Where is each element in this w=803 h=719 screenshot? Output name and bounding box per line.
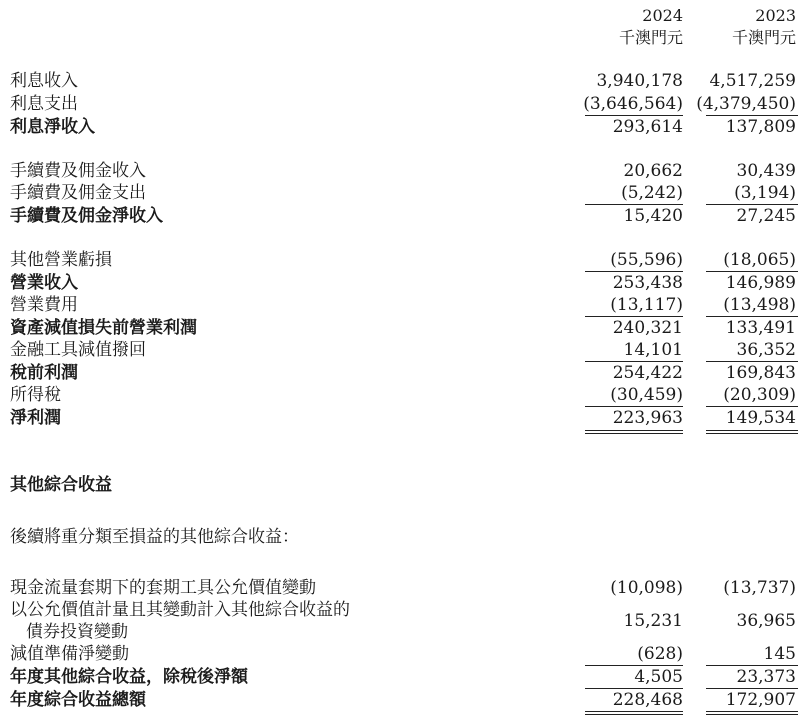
row-label: 手續費及佣金支出	[10, 183, 146, 203]
total-double-rule	[585, 711, 683, 715]
row-label: 所得稅	[10, 385, 61, 405]
row-value-2024: 253,438	[612, 273, 683, 293]
total-double-rule	[585, 430, 683, 434]
row-value-2023: (3,194)	[734, 183, 796, 203]
row-value-2023: 133,491	[725, 318, 796, 338]
row-label: 年度綜合收益總額	[10, 690, 146, 710]
row-label: 其他營業虧損	[10, 250, 112, 270]
row-value-2024: (30,459)	[610, 385, 683, 405]
row-label: 淨利潤	[10, 408, 61, 428]
row-value-2023: 145	[763, 644, 796, 664]
row-label: 稅前利潤	[10, 363, 78, 383]
row-value-2024: 254,422	[612, 363, 683, 383]
row-value-2024: 228,468	[612, 690, 683, 710]
row-value-2024: (3,646,564)	[583, 94, 683, 114]
row-value-2023: (13,498)	[723, 295, 796, 315]
row-label: 減值準備淨變動	[10, 644, 129, 664]
row-value-2023: 30,439	[736, 161, 796, 181]
row-label: 年度其他綜合收益，除稅後淨額	[10, 667, 248, 687]
row-value-2024: 15,420	[623, 206, 683, 226]
row-value-2024: 20,662	[623, 161, 683, 181]
row-value-2023: 172,907	[725, 690, 796, 710]
row-value-2023: 137,809	[725, 117, 796, 137]
section-subheading: 後續將重分類至損益的其他綜合收益：	[10, 527, 299, 547]
row-value-2023: 4,517,259	[709, 71, 796, 91]
row-value-2023: 146,989	[725, 273, 796, 293]
row-value-2023: 36,352	[736, 340, 796, 360]
row-value-2024: (55,596)	[610, 250, 683, 270]
row-value-2024: 293,614	[612, 117, 683, 137]
row-value-2023: (13,737)	[723, 578, 796, 598]
row-value-2023: 169,843	[725, 363, 796, 383]
row-value-2024: (10,098)	[610, 578, 683, 598]
row-value-2023: (18,065)	[723, 250, 796, 270]
row-label: 資產減值損失前營業利潤	[10, 318, 197, 338]
row-label: 利息收入	[10, 71, 78, 91]
row-value-2024: (5,242)	[621, 183, 683, 203]
row-value-2024: (628)	[637, 644, 683, 664]
section-heading: 其他綜合收益	[10, 475, 112, 495]
row-value-2023: 36,965	[736, 611, 796, 631]
row-value-2023: 23,373	[736, 667, 796, 687]
row-label: 金融工具減值撥回	[10, 340, 146, 360]
column-year-2024: 2024	[642, 6, 683, 25]
row-label-continued: 債券投資變動	[26, 622, 128, 642]
row-value-2024: (13,117)	[610, 295, 683, 315]
row-value-2024: 4,505	[634, 667, 683, 687]
column-year-2023: 2023	[755, 6, 796, 25]
row-label: 利息支出	[10, 94, 78, 114]
row-label: 現金流量套期下的套期工具公允價值變動	[10, 578, 316, 598]
total-double-rule	[706, 711, 798, 715]
row-value-2024: 15,231	[623, 611, 683, 631]
row-label: 營業收入	[10, 273, 78, 293]
row-label: 營業費用	[10, 295, 78, 315]
row-value-2024: 240,321	[612, 318, 683, 338]
column-unit-2024: 千澳門元	[618, 28, 683, 47]
row-value-2023: (4,379,450)	[696, 94, 796, 114]
total-double-rule	[706, 430, 798, 434]
row-label: 手續費及佣金收入	[10, 161, 146, 181]
row-value-2023: 149,534	[725, 408, 796, 428]
row-value-2024: 223,963	[612, 408, 683, 428]
row-value-2023: (20,309)	[723, 385, 796, 405]
row-label: 利息淨收入	[10, 117, 95, 137]
row-label: 手續費及佣金淨收入	[10, 206, 163, 226]
row-value-2024: 14,101	[623, 340, 683, 360]
row-label: 以公允價值計量且其變動計入其他綜合收益的	[10, 600, 350, 620]
column-unit-2023: 千澳門元	[731, 28, 796, 47]
row-value-2024: 3,940,178	[596, 71, 683, 91]
row-value-2023: 27,245	[736, 206, 796, 226]
